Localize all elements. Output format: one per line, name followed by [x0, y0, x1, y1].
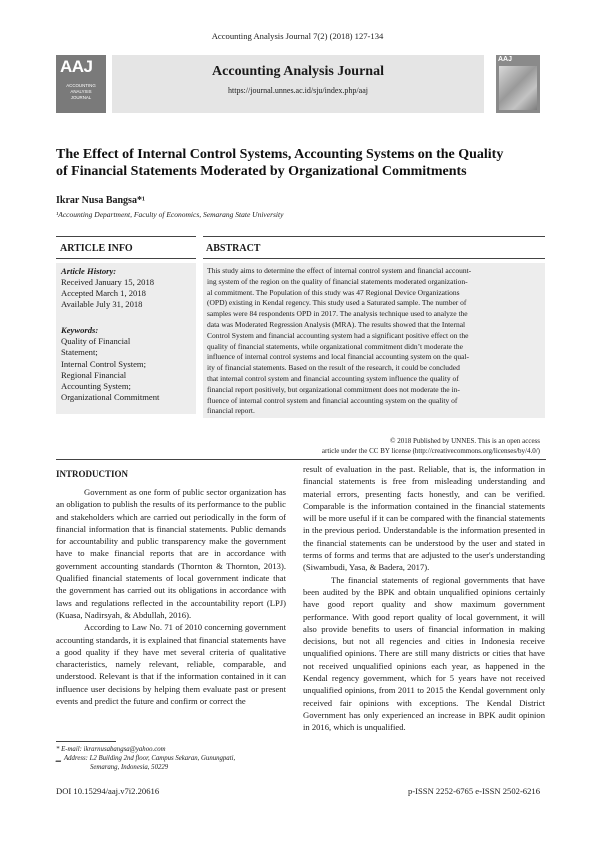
footnote-divider [56, 741, 116, 742]
abstract-line: financial report positively, but organizational commitment does not moderate the in- [207, 384, 460, 394]
logo-line-2: ANALYSIS [70, 89, 92, 94]
intro-paragraph-1: Government as one form of public sector organization has an obligation to publish the results of its performance to the public and stakeholders which are carried out periodically in the form of financial information that is financial statements. Public demands for accountability and public transparency make the government have to make financial reports that are in accordance with government accounting standards (Thornton & Thornton, 2013). Qualified financial statements of local government indicate that the government has carried out its obligations in accordance with laws and regulations reflected in the accountability report (LPJ) (Kuasa, Nadirsyah, & Abdullah, 2016). [56, 487, 286, 620]
footnote-email: * E-mail: ikrarnusabangsa@yahoo.com [56, 746, 166, 753]
received-date: Received January 15, 2018 [61, 277, 155, 287]
divider-body [56, 459, 546, 460]
license-line-2[interactable]: article under the CC BY license (http://creativecommons.org/licenses/by/4.0/) [321, 447, 540, 455]
intro-paragraph-2: According to Law No. 71 of 2010 concerning government accounting standards, it is explained that financial statements have a good quality if they have met several criteria of qualitative characteristics, namely relevant, reliable, comparable, and understood. Relevant is that if the information contained in it can influence user decisions by helping them evaluate past or present events and predict the future and confirm or correct the [56, 622, 286, 707]
keyword-line: Statement; [61, 347, 98, 358]
journal-cover-thumbnail [496, 55, 540, 113]
cover-logo-text: AAJ [498, 56, 513, 63]
history-label: Article History: [61, 266, 117, 276]
footnote-address [56, 754, 286, 763]
journal-logo [56, 55, 106, 113]
abstract-heading: ABSTRACT [206, 243, 261, 254]
available-date: Available July 31, 2018 [61, 299, 143, 309]
abstract-line: This study aims to determine the effect of internal control system and financial account- [207, 266, 472, 275]
footnote [56, 745, 286, 772]
address-marker-icon: ▁ [56, 755, 62, 762]
abstract-line: data was Moderated Regression Analysis (MRA). The results showed that the Internal [207, 319, 466, 329]
abstract-line: samples were 84 respondents OPD in 2017. The analysis technique used to analyze the [207, 309, 468, 319]
logo-text: AAJ [60, 57, 93, 76]
divider-info [56, 258, 196, 259]
right-column [303, 463, 545, 734]
keyword-line: Quality of Financial [61, 336, 131, 347]
divider-abstract [203, 258, 545, 259]
intro-paragraph-4: The financial statements of regional governments that have been audited by the BPK and obtain unqualified opinions certainly have good report quality and show maximum government performance. With good report quality of local government, it will also provide benefits to users of financial information in making decisions, but not all regencies and cities in Indonesia receive unqualified opinions. There are still many districts or cities that have not received unqualified opinions each year, as happened in the Kendal regency government, which for 5 years have not received unqualified opinions, from 2011 to 2015 the Kendal government only received fair opinions with exceptions. The Kendal District Government has only experienced an increase in BPK audit opinion in 2016, which is unqualified. [303, 574, 545, 733]
footnote-address-line-1: Address: L2 Building 2nd floor, Campus Sekaran, Gunungpati, [64, 755, 236, 762]
divider-top-info [56, 236, 196, 237]
intro-paragraph-3: result of evaluation in the past. Reliable, that is, the information in financial statements is free from misleading understanding and material errors, presenting facts honestly, and can be verified. Comparable is the information contained in the financial statements will be more useful if it can be compared with the financial statements in the previous period. Understandable is the information presented in the financial statements can be understood by the user and stated in terms of forms and terms that are adjusted to the user's understanding (Siwambudi, Yasa, & Badera, 2017). [303, 464, 545, 573]
keywords-box [56, 322, 196, 414]
abstract-line: ing system of the region on the quality of financial statements moderated organization- [207, 276, 468, 286]
keyword-line: Internal Control System; [61, 358, 146, 369]
footnote-address-line-2: Semarang, Indonesia, 50229 [90, 764, 169, 771]
abstract-text [203, 263, 545, 418]
paper-title [56, 146, 546, 180]
divider-top-abstract [203, 236, 545, 237]
logo-line-3: JOURNAL [70, 95, 92, 100]
abstract-line: quality of financial statements, while organizational commitment didn’t moderate the [207, 341, 463, 351]
author-affiliation: ¹Accounting Department, Faculty of Economics, Semarang State University [56, 210, 284, 219]
keyword-line: Organizational Commitment [61, 392, 160, 403]
abstract-line: ity of financial statements. Based on the result of the research, it could be concluded [207, 363, 460, 373]
abstract-line: (OPD) existing in Kendal regency. This study used a Saturated sample. The number of [207, 298, 467, 308]
article-info-heading: ARTICLE INFO [60, 243, 133, 254]
license-line-1: © 2018 Published by UNNES. This is an open access [390, 437, 540, 445]
introduction-heading: INTRODUCTION [56, 469, 129, 479]
accepted-date: Accepted March 1, 2018 [61, 288, 146, 298]
abstract-line: al commitment. The Population of this study was 47 Regional Device Organizations [207, 287, 460, 297]
cover-image [499, 66, 537, 110]
running-head: Accounting Analysis Journal 7(2) (2018) 127-134 [211, 31, 384, 41]
author-name: Ikrar Nusa Bangsa*¹ [56, 195, 145, 206]
logo-line-1: ACCOUNTING [66, 83, 96, 88]
abstract-line: that internal control system and financial accounting system influence the quality of [207, 373, 459, 383]
keyword-line: Regional Financial [61, 369, 127, 380]
abstract-line: fluence of internal control system and financial accounting system on the quality of [207, 395, 458, 405]
keyword-line: Accounting System; [61, 381, 131, 392]
keywords-label: Keywords: [61, 325, 99, 335]
issn: p-ISSN 2252-6765 e-ISSN 2502-6216 [407, 786, 540, 796]
doi: DOI 10.15294/aaj.v7i2.20616 [56, 786, 160, 796]
paper-title-line-1: The Effect of Internal Control Systems, Accounting Systems on the Quality [56, 147, 504, 162]
abstract-line: Control System and financial accounting system had a significant positive effect on the [207, 330, 469, 340]
abstract-line: financial report. [207, 406, 255, 416]
left-column [56, 486, 286, 707]
paper-title-line-2: of Financial Statements Moderated by Organizational Commitments [56, 164, 467, 179]
article-history-box [56, 263, 196, 331]
journal-title: Accounting Analysis Journal [212, 64, 384, 79]
abstract-line: influence of internal control systems and local financial accounting system on the qual- [207, 352, 470, 362]
journal-url-link[interactable]: https://journal.unnes.ac.id/sju/index.php/aaj [228, 86, 368, 95]
